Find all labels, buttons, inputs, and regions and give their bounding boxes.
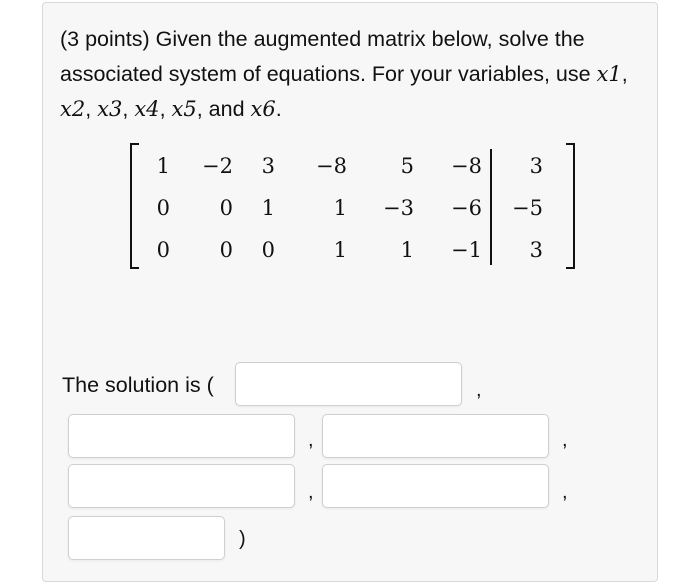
matrix-cell: 5 bbox=[400, 154, 414, 178]
matrix-cell: 3 bbox=[529, 154, 543, 178]
matrix-cell: 1 bbox=[333, 238, 347, 262]
variable-x5: x5 bbox=[171, 97, 197, 121]
matrix-cell: −8 bbox=[316, 154, 347, 178]
variable-x1: x1 bbox=[596, 62, 622, 86]
comma: , bbox=[562, 429, 568, 451]
comma: , bbox=[476, 379, 482, 401]
answer-input-x2[interactable] bbox=[68, 414, 295, 458]
matrix-cell: 0 bbox=[261, 238, 275, 262]
variable-x3: x3 bbox=[97, 97, 123, 121]
points-label: (3 points) bbox=[60, 27, 150, 51]
comma: , bbox=[562, 481, 568, 503]
matrix-cell: 1 bbox=[400, 238, 414, 262]
question-text bbox=[60, 22, 640, 127]
matrix-cell: −3 bbox=[383, 196, 414, 220]
matrix-cell: 0 bbox=[219, 238, 233, 262]
augmented-matrix bbox=[130, 143, 575, 269]
comma: , bbox=[308, 481, 314, 503]
matrix-cell: 1 bbox=[261, 196, 275, 220]
separator: , bbox=[85, 97, 98, 121]
matrix-cell: 1 bbox=[156, 154, 170, 178]
right-bracket bbox=[566, 143, 575, 269]
matrix-cell: −8 bbox=[451, 154, 482, 178]
matrix-cell: −2 bbox=[202, 154, 233, 178]
matrix-cell: 0 bbox=[156, 196, 170, 220]
matrix-cell: −5 bbox=[512, 196, 543, 220]
separator: , bbox=[159, 97, 172, 121]
variable-x4: x4 bbox=[134, 97, 160, 121]
answer-input-x3[interactable] bbox=[322, 414, 549, 458]
augment-divider bbox=[490, 149, 492, 265]
answer-input-x6[interactable] bbox=[68, 516, 225, 560]
and-text: , and bbox=[196, 97, 251, 121]
separator: , bbox=[621, 62, 628, 86]
period: . bbox=[275, 97, 282, 121]
separator: , bbox=[122, 97, 135, 121]
matrix-cell: −6 bbox=[451, 196, 482, 220]
comma: , bbox=[308, 429, 314, 451]
matrix-cell: 3 bbox=[529, 238, 543, 262]
variable-x6: x6 bbox=[250, 97, 276, 121]
matrix-cell: 3 bbox=[261, 154, 275, 178]
solution-label: The solution is ( bbox=[62, 373, 214, 397]
matrix-cell: 0 bbox=[219, 196, 233, 220]
variable-x2: x2 bbox=[60, 97, 86, 121]
answer-input-x1[interactable] bbox=[235, 362, 462, 406]
question-body: Given the augmented matrix below, solve the associated system of equations. For your variables, use bbox=[60, 27, 597, 86]
matrix-cell: 0 bbox=[156, 238, 170, 262]
close-paren: ) bbox=[239, 528, 246, 550]
answer-input-x4[interactable] bbox=[68, 464, 295, 508]
answer-input-x5[interactable] bbox=[322, 464, 549, 508]
matrix-cell: −1 bbox=[451, 238, 482, 262]
matrix-cell: 1 bbox=[333, 196, 347, 220]
